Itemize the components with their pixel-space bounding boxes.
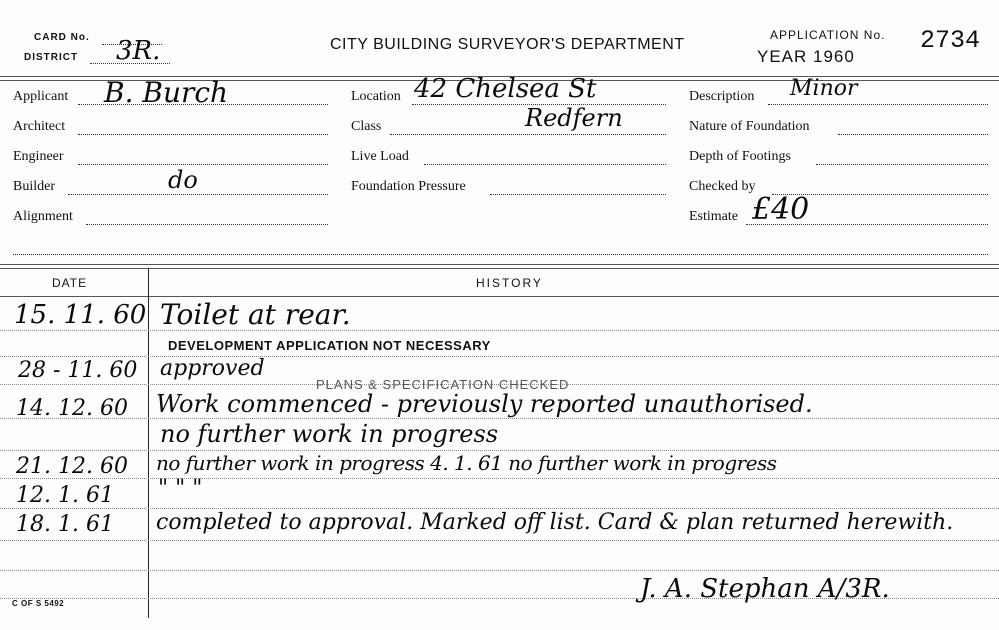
district-label: DISTRICT xyxy=(24,52,79,63)
application-number: 2734 xyxy=(920,26,981,55)
builder-value: do xyxy=(168,166,198,194)
history-date: 21. 12. 60 xyxy=(16,454,128,479)
history-entry: no further work in progress 4. 1. 61 no further work in progress xyxy=(156,451,777,475)
engineer-label: Engineer xyxy=(13,149,64,164)
history-entry: Toilet at rear. xyxy=(160,298,351,331)
form-code: C OF S 5492 xyxy=(12,599,65,608)
history-entry: no further work in progress xyxy=(160,420,499,448)
checked-by-label: Checked by xyxy=(689,179,756,194)
history-entry: completed to approval. Marked off list. Card & plan returned herewith. xyxy=(156,510,954,535)
history-date: 14. 12. 60 xyxy=(16,396,128,421)
location-value-2: Redfern xyxy=(525,104,623,132)
plans-checked-stamp: PLANS & SPECIFICATION CHECKED xyxy=(316,377,570,392)
depth-of-footings-label: Depth of Footings xyxy=(689,149,791,164)
department-title: CITY BUILDING SURVEYOR'S DEPARTMENT xyxy=(330,36,685,53)
history-date: 15. 11. 60 xyxy=(14,300,147,330)
date-column-header: DATE xyxy=(52,276,88,290)
applicant-label: Applicant xyxy=(13,89,69,104)
history-entry: " " " xyxy=(158,476,203,501)
year: YEAR 1960 xyxy=(757,47,855,66)
foundation-pressure-label: Foundation Pressure xyxy=(351,179,466,194)
applicant-value: B. Burch xyxy=(104,76,229,109)
location-label: Location xyxy=(351,89,401,104)
history-column-header: HISTORY xyxy=(476,276,543,290)
application-no-label: APPLICATION No. xyxy=(770,28,886,42)
development-stamp: DEVELOPMENT APPLICATION NOT NECESSARY xyxy=(168,338,491,353)
class-label: Class xyxy=(351,119,382,134)
history-date: 18. 1. 61 xyxy=(16,512,114,537)
description-label: Description xyxy=(689,89,755,104)
district-value: 3R. xyxy=(116,36,161,66)
history-date: 28 - 11. 60 xyxy=(18,358,138,383)
builder-label: Builder xyxy=(13,179,55,194)
architect-label: Architect xyxy=(13,119,66,134)
alignment-label: Alignment xyxy=(13,209,73,224)
location-value: 42 Chelsea St xyxy=(414,74,597,104)
card-no-label: CARD No. xyxy=(34,32,90,43)
live-load-label: Live Load xyxy=(351,149,409,164)
description-value: Minor xyxy=(790,76,858,101)
nature-of-foundation-label: Nature of Foundation xyxy=(689,119,810,134)
estimate-label: Estimate xyxy=(689,209,738,224)
history-entry: approved xyxy=(160,356,265,381)
history-entry: Work commenced - previously reported unauthorised. xyxy=(156,390,813,418)
signature: J. A. Stephan A/3R. xyxy=(640,574,890,604)
estimate-value: £40 xyxy=(752,192,810,227)
history-date: 12. 1. 61 xyxy=(16,483,114,508)
